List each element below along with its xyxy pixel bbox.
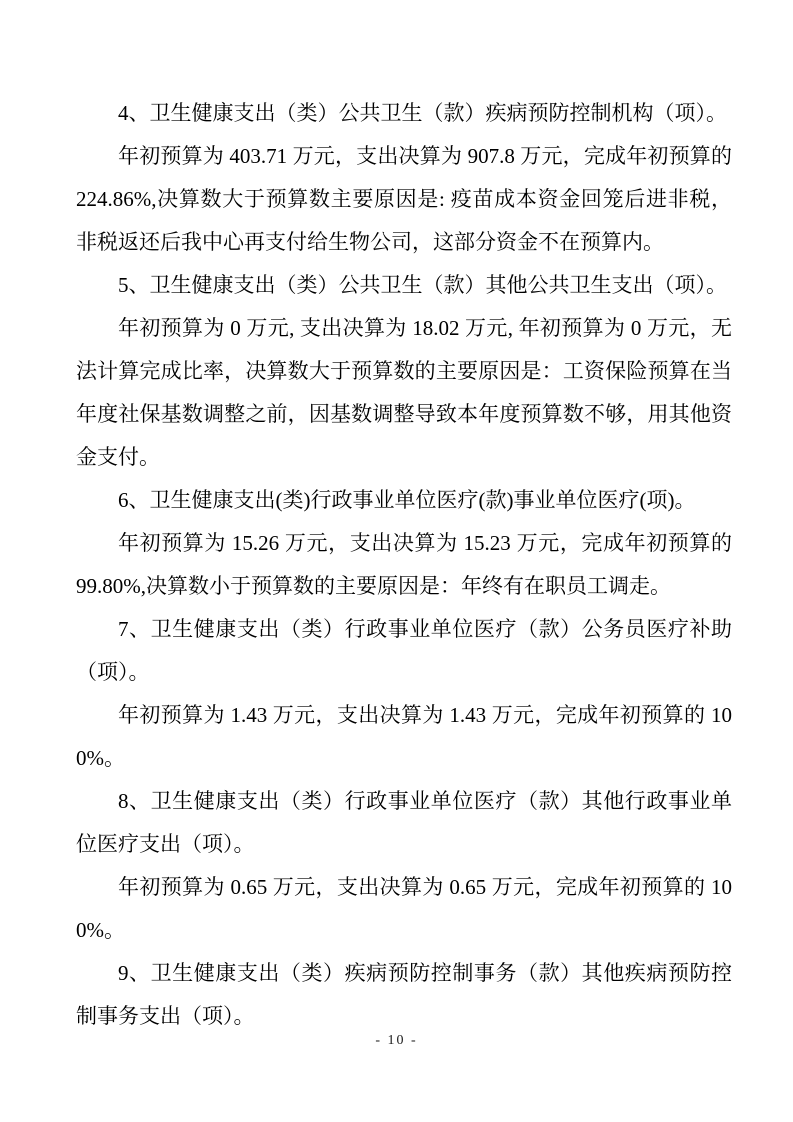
item-6-detail: 年初预算为 15.26 万元，支出决算为 15.23 万元，完成年初预算的 99.80%,决算数小于预算数的主要原因是：年终有在职员工调走。 <box>76 531 732 598</box>
item-7-detail: 年初预算为 1.43 万元，支出决算为 1.43 万元，完成年初预算的 100%。 <box>76 703 732 770</box>
item-7-title: 7、卫生健康支出（类）行政事业单位医疗（款）公务员医疗补助（项）。 <box>76 617 732 684</box>
item-8-title: 8、卫生健康支出（类）行政事业单位医疗（款）其他行政事业单位医疗支出（项）。 <box>76 789 732 856</box>
item-9-title: 9、卫生健康支出（类）疾病预防控制事务（款）其他疾病预防控制事务支出（项）。 <box>76 961 732 1028</box>
item-5-title: 5、卫生健康支出（类）公共卫生（款）其他公共卫生支出（项）。 <box>118 273 727 297</box>
item-4-title: 4、卫生健康支出（类）公共卫生（款）疾病预防控制机构（项）。 <box>118 101 727 125</box>
item-4-detail: 年初预算为 403.71 万元，支出决算为 907.8 万元，完成年初预算的 224.86%,决算数大于预算数主要原因是: 疫苗成本资金回笼后进非税，非税返还后我中心再支付给生物公司，这部分资金不在预算内。 <box>76 144 732 254</box>
item-5-detail: 年初预算为 0 万元, 支出决算为 18.02 万元, 年初预算为 0 万元，无法计算完成比率，决算数大于预算数的主要原因是：工资保险预算在当年度社保基数调整之前，因基数调整导致本年度预算数不够，用其他资金支付。 <box>76 316 732 469</box>
item-8-detail: 年初预算为 0.65 万元，支出决算为 0.65 万元，完成年初预算的 100%。 <box>76 875 732 942</box>
document-body <box>76 92 732 1038</box>
item-6-title: 6、卫生健康支出(类)行政事业单位医疗(款)事业单位医疗(项)。 <box>118 488 696 512</box>
page-number: - 10 - <box>375 1033 418 1048</box>
